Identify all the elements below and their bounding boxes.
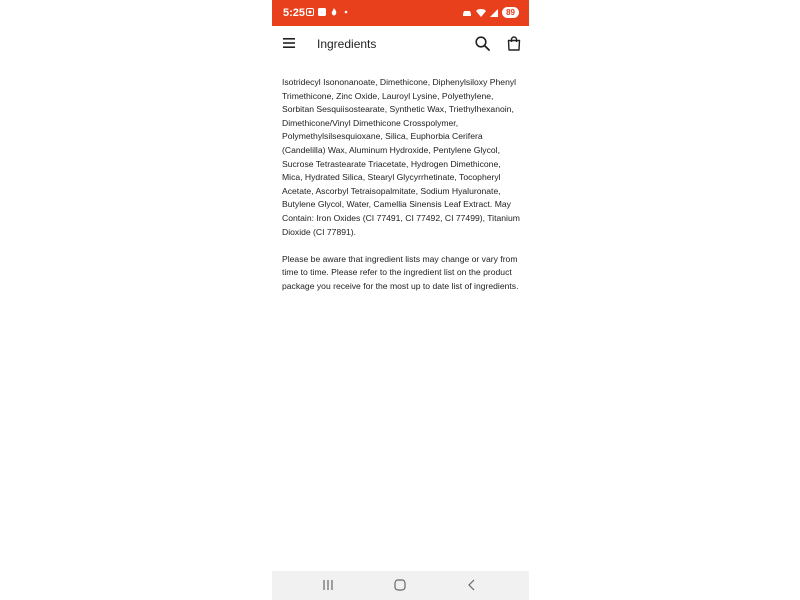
status-bar (272, 0, 529, 26)
signal-icon (490, 9, 498, 17)
home-icon[interactable] (394, 579, 406, 591)
page-title: Ingredients (317, 37, 377, 51)
ingredients-content (282, 76, 522, 307)
status-time: 5:25 (283, 7, 306, 19)
ingredients-list: Isotridecyl Isononanoate, Dimethicone, Diphenylsiloxy Phenyl Trimethicone, Zinc Oxide, Lauroyl Lysine, Polyethylene, Sorbitan Sesquiisostearate, Synthetic Wax, Triethylhexanoin, Dimethicone/Vinyl Dimethicone Crosspolymer, Polymethylsilsesquioxane, Silica, Euphorbia Cerifera (Candelilla) Wax, Aluminum Hydroxide, Pentylene Glycol, Sucrose Tetrastearate Triacetate, Hydrogen Dimethicone, Mica, Hydrated Silica, Stearyl Glycyrrhetinate, Tocopheryl Acetate, Ascorbyl Tetraisopalmitate, Sodium Hyaluronate, Butylene Glycol, Water, Camellia Sinensis Leaf Extract. May Contain: Iron Oxides (CI 77491, CI 77492, CI 77499), Titanium Dioxide (CI 77891). (282, 77, 520, 237)
car-icon (462, 9, 472, 17)
status-notification-icons (306, 8, 350, 16)
system-nav-bar (272, 571, 529, 600)
app-notification-icon (318, 8, 326, 16)
svg-text:·: · (321, 10, 323, 16)
wifi-icon (476, 9, 486, 17)
dot-icon (342, 8, 350, 16)
menu-icon[interactable] (282, 36, 296, 50)
recent-apps-icon[interactable] (322, 579, 334, 591)
status-system-icons (462, 7, 519, 18)
battery-indicator: 89 (502, 7, 519, 18)
fire-icon (330, 8, 338, 16)
shopping-bag-icon[interactable] (507, 36, 521, 51)
phone-screen (272, 0, 529, 600)
app-bar (272, 26, 529, 62)
ingredients-disclaimer: Please be aware that ingredient lists may change or vary from time to time. Please refer to the ingredient list on the product package you receive for the most up to date list of ingredients. (282, 253, 519, 291)
back-icon[interactable] (467, 579, 477, 591)
screenshot-icon (306, 8, 314, 16)
search-icon[interactable] (475, 36, 490, 51)
